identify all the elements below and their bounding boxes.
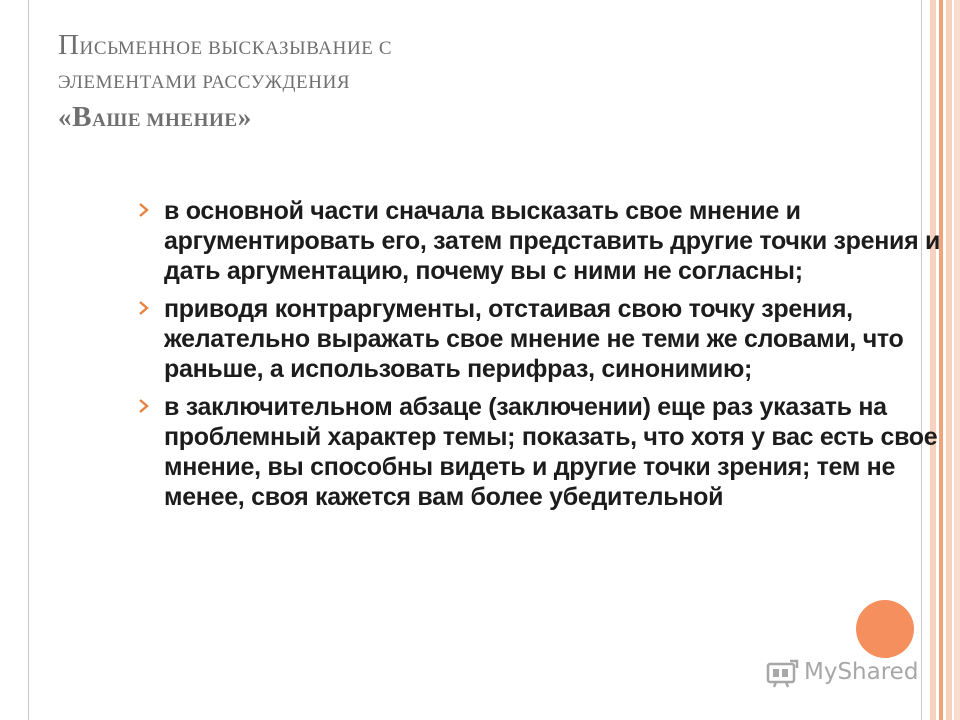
accent-circle [856,600,914,658]
title-initial-1: П [58,29,80,61]
title-line-1 [58,28,778,66]
title-line-2 [58,66,778,100]
decor-stripe-4 [954,0,960,720]
list-item [164,294,954,384]
slide-title [58,28,778,138]
myshared-logo-icon [766,659,800,689]
bullet-text: в основной части сначала высказать свое мнение и аргументировать его, затем представить другие точки зрения и дать аргументацию, почему вы с ними не согласны; [164,197,941,285]
bullet-arrow-icon [137,200,151,220]
bullet-text: в заключительном абзаце (заключении) еще раз указать на проблемный характер темы; показать, что хотя у вас есть свое мнение, вы способны видеть и другие точки зрения; тем не менее, своя кажется вам более убедительной [164,393,938,511]
title-quote-close: » [237,102,252,132]
watermark-logo [766,656,926,692]
title-text-2: ЭЛЕМЕНТАМИ РАССУЖДЕНИЯ [58,72,351,93]
title-quote-open: « [58,102,73,132]
bullet-arrow-icon [137,396,151,416]
bullet-text: приводя контраргументы, отстаивая свою точку зрения, желательно выражать свое мнение не теми же словами, что раньше, а использовать перифраз, синонимию; [164,295,904,383]
title-line-3 [58,100,778,138]
watermark-text: MyShared [804,659,919,685]
list-item [164,392,954,512]
bullet-list [164,196,954,520]
title-text-3: АШЕ МНЕНИЕ [92,110,238,131]
bullet-arrow-icon [137,298,151,318]
list-item [164,196,954,286]
title-initial-3: В [72,101,93,133]
title-text-1: ИСЬМЕННОЕ ВЫСКАЗЫВАНИЕ С [79,38,393,59]
